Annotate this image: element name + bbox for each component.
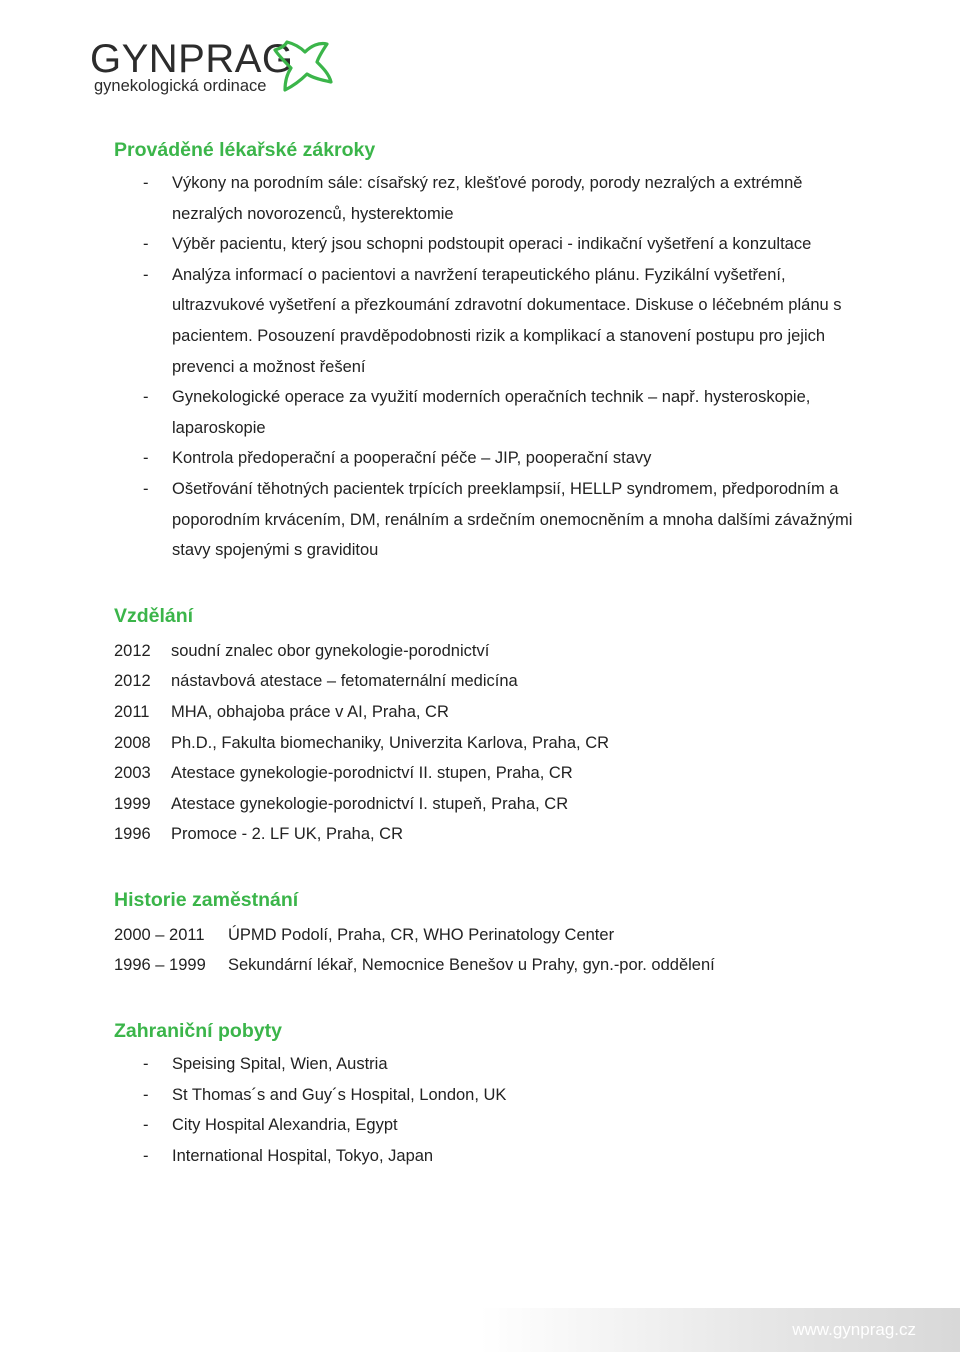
employment-text: Sekundární lékař, Nemocnice Benešov u Prahy, gyn.-por. oddělení [228,956,715,975]
education-list [114,636,854,850]
education-text: nástavbová atestace – fetomaternální medicína [171,672,518,691]
education-text: soudní znalec obor gynekologie-porodnictví [171,641,490,660]
education-year: 1996 [114,825,151,844]
section-title-abroad: Zahraniční pobyty [114,1020,282,1043]
employment-list [114,920,854,981]
education-year: 2012 [114,641,151,660]
list-item: - International Hospital, Tokyo, Japan [114,1141,854,1172]
employment-period: 2000 – 2011 [114,925,205,944]
education-text: Ph.D., Fakulta biomechaniky, Univerzita Karlova, Praha, CR [171,733,610,752]
footer-url[interactable]: www.gynprag.cz [792,1320,916,1339]
logo-wordmark: GYNPRAG [90,37,294,81]
education-text: MHA, obhajoba práce v AI, Praha, CR [171,702,449,721]
education-year: 2012 [114,672,151,691]
education-year: 2008 [114,733,151,752]
list-item: - Speising Spital, Wien, Austria [114,1049,854,1080]
education-row [114,636,854,667]
section-title-employment: Historie zaměstnání [114,888,299,911]
employment-row [114,920,854,951]
star-icon [273,38,333,94]
list-item: - Kontrola předoperační a pooperační péče – JIP, pooperační stavy [114,443,854,474]
education-row [114,789,854,820]
education-row [114,758,854,789]
list-item: - Analýza informací o pacientovi a navržení terapeutického plánu. Fyzikální vyšetření, ultrazvukové vyšetření a přezkoumání zdravotní dokumentace. Diskuse o léčebném plánu s pacientem. Posouzení pravděpodobnosti rizik a komplikací a stanovení postupu pro jejich prevenci a možnost řešení [114,260,854,382]
education-year: 2011 [114,702,150,721]
education-row [114,697,854,728]
list-item: - Gynekologické operace za využití moderních operačních technik – např. hysteroskopie, laparoskopie [114,382,854,443]
employment-period: 1996 – 1999 [114,956,206,975]
employment-row [114,950,854,981]
education-year: 2003 [114,764,151,783]
section-title-procedures: Prováděné lékařské zákroky [114,139,376,161]
list-item: - St Thomas´s and Guy´s Hospital, London, UK [114,1080,854,1111]
education-row [114,666,854,697]
education-row [114,819,854,850]
section-education [114,602,854,850]
procedures-list [114,168,854,566]
section-employment [114,886,854,981]
section-title-education: Vzdělání [114,604,194,627]
education-year: 1999 [114,794,151,813]
abroad-list [114,1049,854,1171]
list-item: - Ošetřování těhotných pacientek trpících preeklampsií, HELLP syndromem, předporodním a poporodním krvácením, DM, renálním a srdečním onemocněním a mnoha dalšími závažnými stavy spojenými s graviditou [114,474,854,566]
section-abroad [114,1017,854,1171]
section-procedures [114,136,854,566]
logo-tagline: gynekologická ordinace [94,77,267,95]
list-item: - Výběr pacientu, který jsou schopni podstoupit operaci - indikační vyšetření a konzultace [114,229,854,260]
list-item: - Výkony na porodním sále: císařský rez, klešťové porody, porody nezralých a extrémně nezralých novorozenců, hysterektomie [114,168,854,229]
cv-content [114,136,854,1171]
list-item: - City Hospital Alexandria, Egypt [114,1110,854,1141]
education-text: Atestace gynekologie-porodnictví I. stupeň, Praha, CR [171,794,569,813]
education-row [114,728,854,759]
education-text: Promoce - 2. LF UK, Praha, CR [171,825,403,844]
education-text: Atestace gynekologie-porodnictví II. stupen, Praha, CR [171,764,573,783]
employment-text: ÚPMD Podolí, Praha, CR, WHO Perinatology Center [228,925,615,944]
logo [90,36,340,96]
